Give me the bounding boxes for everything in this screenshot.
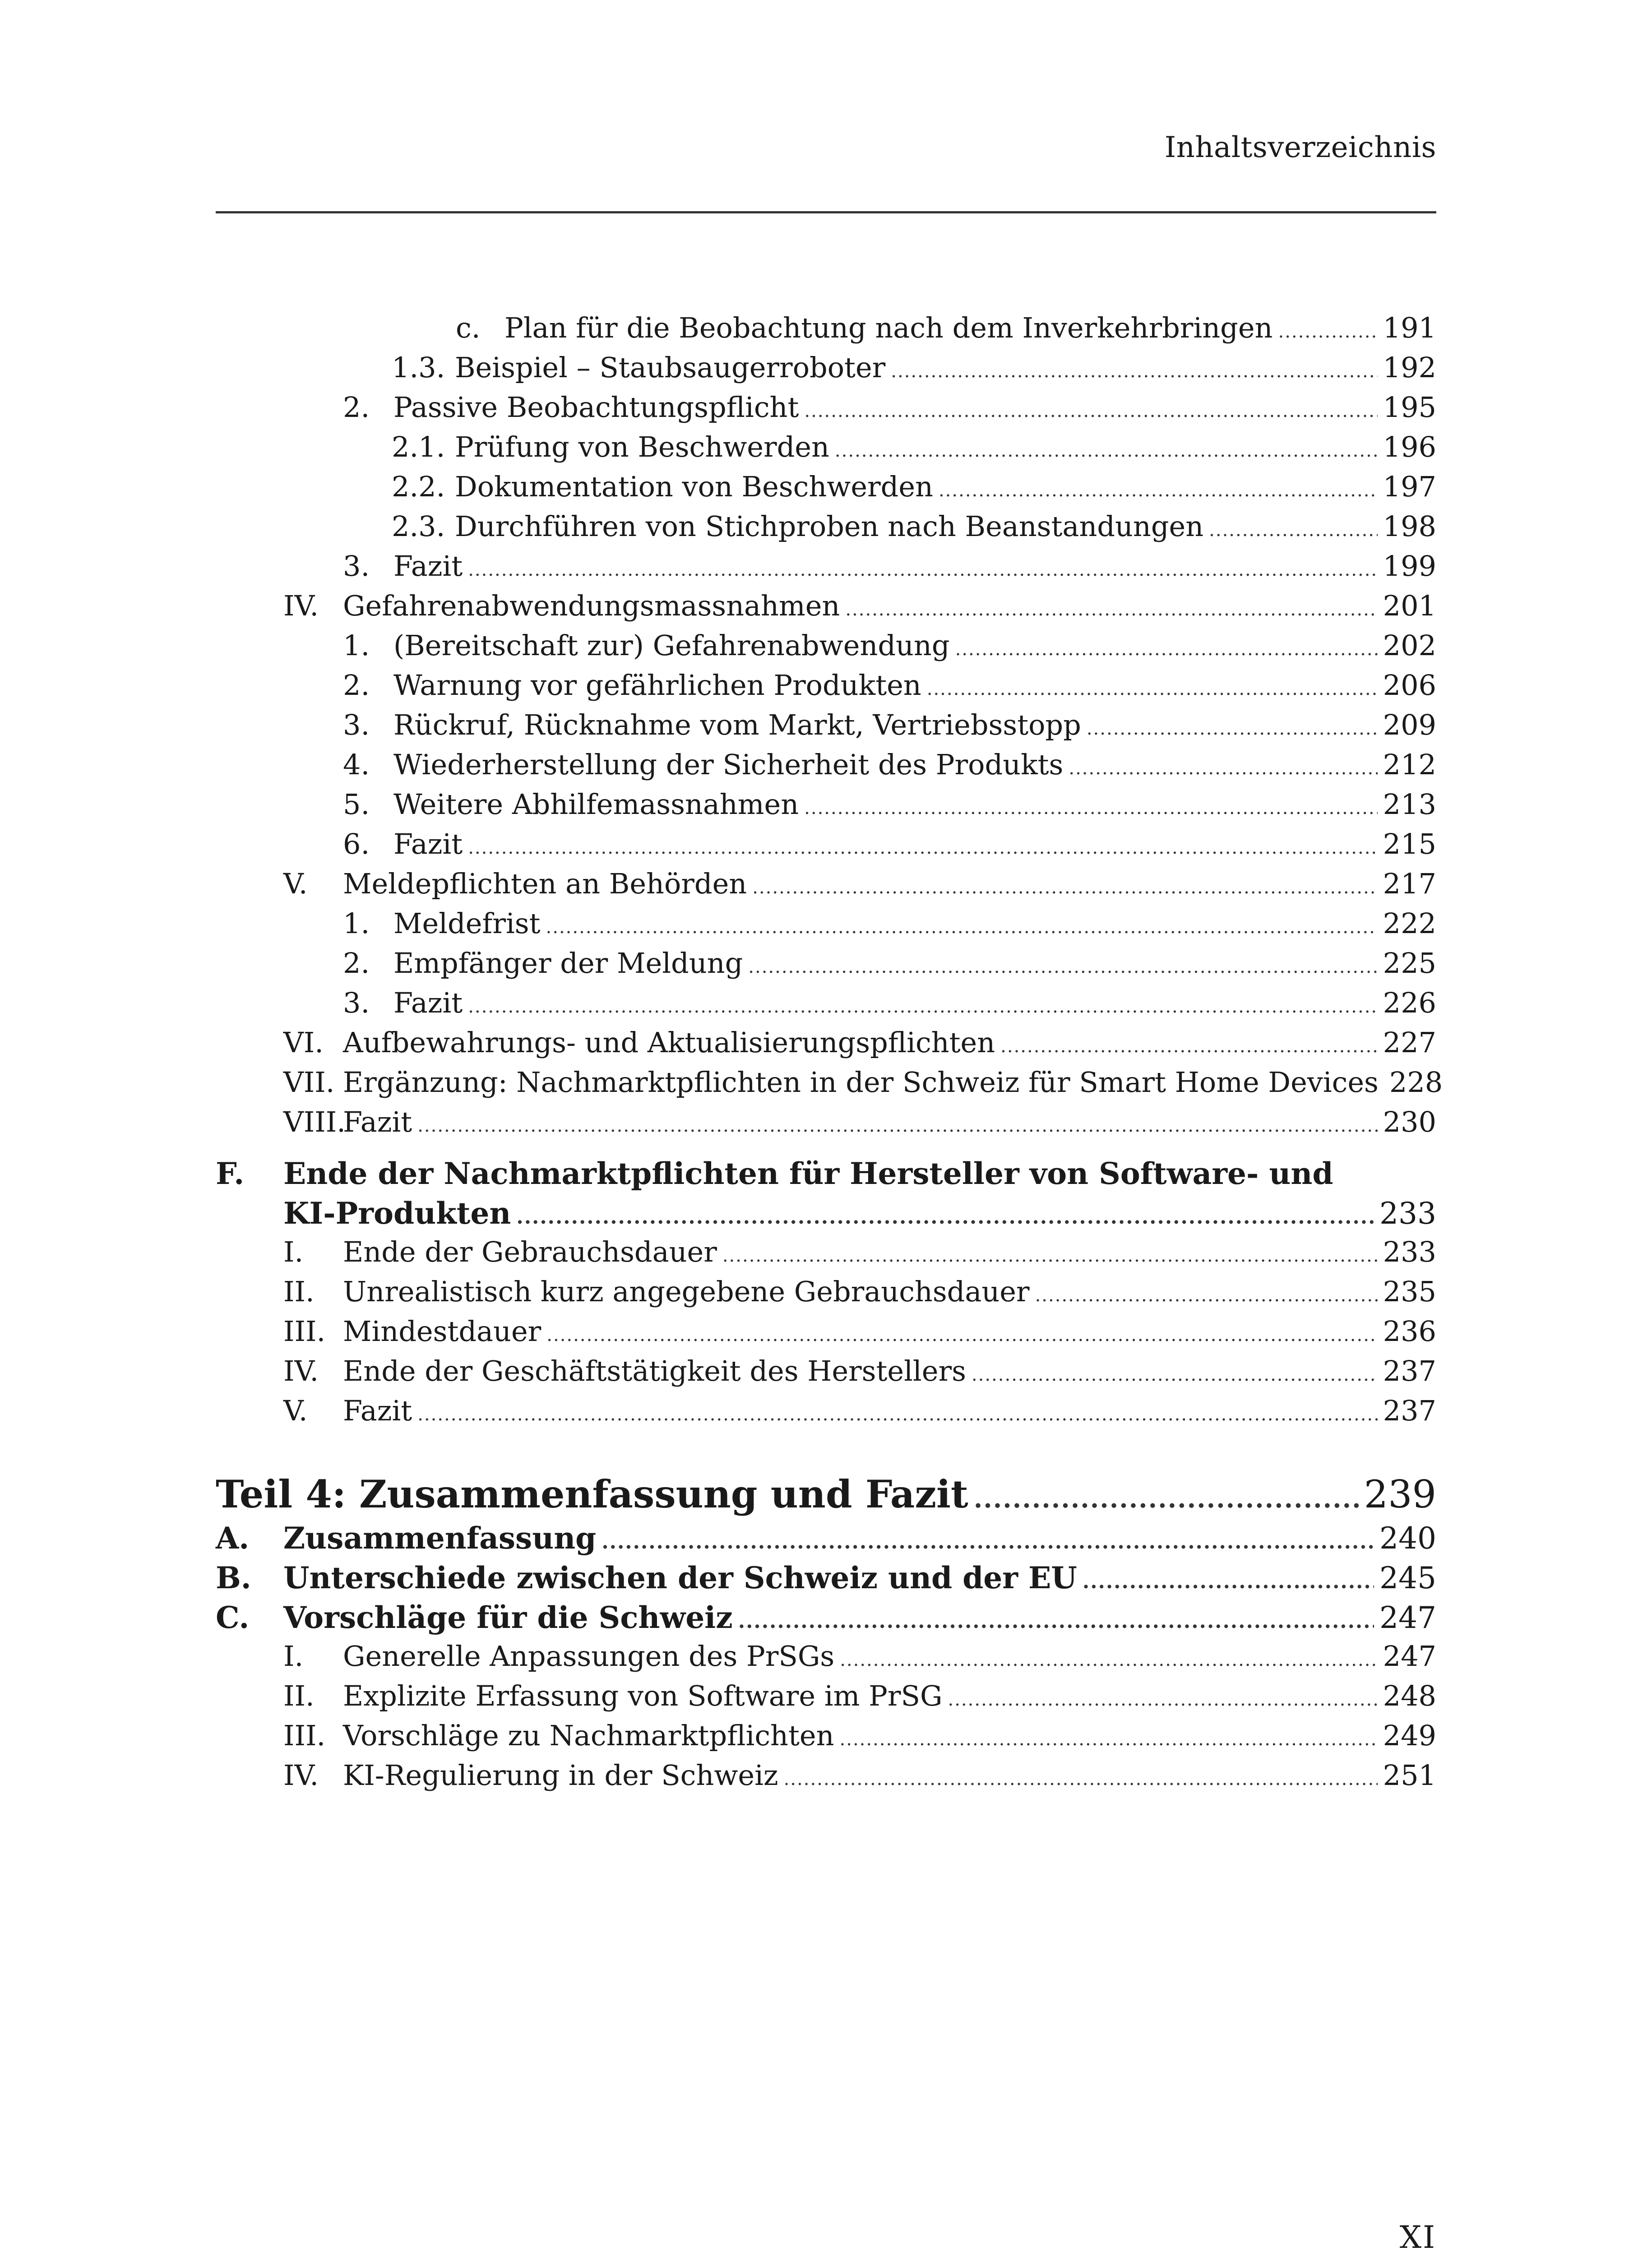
toc-page-number: 237 — [1383, 1355, 1436, 1387]
dot-leader — [546, 1324, 1377, 1346]
toc-number: IV. — [283, 1759, 319, 1792]
toc-title: Empfänger der Meldung — [393, 947, 743, 980]
toc-number: c. — [456, 311, 481, 344]
toc-page-number: 215 — [1383, 828, 1436, 860]
toc-page-number: 247 — [1379, 1600, 1436, 1635]
toc-page-number: 195 — [1383, 391, 1436, 424]
toc-title: Zusammenfassung — [283, 1521, 597, 1556]
toc-title: Unterschiede zwischen der Schweiz und der EU — [283, 1560, 1077, 1595]
toc-page-number: 239 — [1364, 1472, 1436, 1516]
toc-number: 2.3. — [392, 510, 445, 543]
toc-title: Ergänzung: Nachmarktpflichten in der Schweiz für Smart Home Devices — [343, 1066, 1379, 1099]
toc-page-number: 213 — [1383, 788, 1436, 821]
dot-leader — [417, 1404, 1377, 1425]
toc-number: II. — [283, 1275, 315, 1308]
dot-leader — [972, 1364, 1378, 1386]
toc-page-number: 227 — [1383, 1026, 1436, 1059]
dot-leader — [1000, 1036, 1378, 1057]
dot-leader — [974, 1484, 1359, 1514]
toc-number: 1.3. — [392, 351, 445, 384]
toc-page-number: 206 — [1383, 669, 1436, 702]
toc-page-number: 212 — [1383, 748, 1436, 781]
toc-title: Fazit — [393, 550, 463, 582]
toc-title: Fazit — [393, 986, 463, 1019]
toc-number: 6. — [343, 828, 370, 860]
toc-number: 3. — [343, 550, 370, 582]
toc-page-number: 237 — [1383, 1394, 1436, 1427]
toc-page-number: 209 — [1383, 708, 1436, 741]
dot-leader — [468, 559, 1377, 581]
dot-leader — [546, 916, 1378, 938]
toc-number: II. — [283, 1679, 315, 1712]
page-number: XI — [1399, 2220, 1436, 2256]
toc-title: Fazit — [393, 828, 463, 860]
toc-page-number: 226 — [1383, 986, 1436, 1019]
toc-page-number: 249 — [1383, 1719, 1436, 1752]
toc-title: Mindestdauer — [343, 1315, 541, 1348]
dot-leader — [835, 440, 1378, 462]
dot-leader — [602, 1530, 1374, 1554]
running-header-title: Inhaltsverzeichnis — [1164, 131, 1436, 164]
toc-title-continued: KI-Produkten — [283, 1196, 511, 1231]
toc-number: IV. — [283, 589, 319, 622]
toc-number: III. — [283, 1315, 326, 1348]
header-rule — [216, 211, 1436, 213]
toc-title: Plan für die Beobachtung nach dem Inverkehrbringen — [504, 311, 1273, 344]
dot-leader — [468, 837, 1377, 859]
dot-leader — [784, 1768, 1378, 1790]
toc-title: Generelle Anpassungen des PrSGs — [343, 1640, 835, 1673]
toc-title: Rückruf, Rücknahme vom Markt, Vertriebsstopp — [393, 708, 1081, 741]
toc-title: Fazit — [343, 1394, 412, 1427]
dot-leader — [1035, 1285, 1378, 1306]
toc-title: Dokumentation von Beschwerden — [455, 470, 933, 503]
toc-number: C. — [216, 1600, 250, 1635]
toc-title: Ende der Gebrauchsdauer — [343, 1235, 717, 1268]
dot-leader — [845, 599, 1377, 620]
toc-number: I. — [283, 1640, 304, 1673]
toc-number: A. — [216, 1521, 250, 1556]
toc-number: 2.2. — [392, 470, 445, 503]
toc-number: 5. — [343, 788, 370, 821]
toc-page-number: 248 — [1383, 1679, 1436, 1712]
dot-leader — [417, 1115, 1377, 1137]
toc-number: V. — [283, 867, 308, 900]
toc-page-number: 247 — [1383, 1640, 1436, 1673]
toc-title: (Bereitschaft zur) Gefahrenabwendung — [393, 629, 950, 662]
toc-number: VII. — [283, 1066, 335, 1099]
dot-leader — [1087, 718, 1378, 740]
toc-page-number: 233 — [1383, 1235, 1436, 1268]
toc-number: 2. — [343, 669, 370, 702]
toc-title: Beispiel – Staubsaugerroboter — [455, 351, 886, 384]
dot-leader — [927, 678, 1378, 700]
dot-leader — [1209, 519, 1378, 541]
toc-page-number: 240 — [1379, 1521, 1436, 1556]
dot-leader — [1083, 1570, 1374, 1594]
toc-number: 1. — [343, 907, 370, 940]
toc-number: F. — [216, 1156, 245, 1191]
toc-page-number: 245 — [1379, 1561, 1436, 1595]
toc-number: V. — [283, 1394, 308, 1427]
toc-title: Ende der Geschäftstätigkeit des Herstellers — [343, 1355, 966, 1387]
toc-title: Gefahrenabwendungsmassnahmen — [343, 589, 840, 622]
toc-number: 2. — [343, 947, 370, 980]
dot-leader — [891, 361, 1377, 382]
dot-leader — [939, 480, 1378, 501]
toc-number: 1. — [343, 629, 370, 662]
toc-number: VIII. — [283, 1105, 346, 1138]
toc-title: Ende der Nachmarktpflichten für Hersteller von Software- und — [283, 1156, 1333, 1191]
dot-leader — [804, 400, 1377, 422]
toc-number: 3. — [343, 708, 370, 741]
toc-number: I. — [283, 1235, 304, 1268]
toc-title: Durchführen von Stichproben nach Beanstandungen — [455, 510, 1204, 543]
toc-page-number: 197 — [1383, 470, 1436, 503]
toc-number: VI. — [283, 1026, 324, 1059]
dot-leader — [468, 996, 1377, 1017]
toc-page-number: 235 — [1383, 1275, 1436, 1308]
toc-number: 4. — [343, 748, 370, 781]
toc-page-number: 199 — [1383, 550, 1436, 582]
toc-number: III. — [283, 1719, 326, 1752]
toc-title: Wiederherstellung der Sicherheit des Produkts — [393, 748, 1064, 781]
toc-title: Aufbewahrungs- und Aktualisierungspflichten — [343, 1026, 995, 1059]
toc-page-number: 191 — [1383, 311, 1436, 344]
dot-leader — [1278, 321, 1378, 342]
toc-title: Vorschläge für die Schweiz — [283, 1600, 733, 1635]
toc-title: Teil 4: Zusammenfassung und Fazit — [216, 1472, 968, 1516]
dot-leader — [752, 877, 1377, 898]
toc-title: Unrealistisch kurz angegebene Gebrauchsdauer — [343, 1275, 1030, 1308]
dot-leader — [738, 1610, 1374, 1634]
toc-title: KI-Regulierung in der Schweiz — [343, 1759, 778, 1792]
toc-page-number: 225 — [1383, 947, 1436, 980]
toc-number: IV. — [283, 1355, 319, 1387]
toc-title: Vorschläge zu Nachmarktpflichten — [343, 1719, 834, 1752]
toc-page-number: 201 — [1383, 589, 1436, 622]
toc-page-number: 202 — [1383, 629, 1436, 662]
toc-title: Fazit — [343, 1105, 412, 1138]
dot-leader — [840, 1649, 1377, 1671]
dot-leader — [840, 1729, 1378, 1750]
toc-page-number: 230 — [1383, 1105, 1436, 1138]
dot-leader — [1069, 758, 1377, 779]
toc-title: Explizite Erfassung von Software im PrSG — [343, 1679, 943, 1712]
toc-title: Weitere Abhilfemassnahmen — [393, 788, 799, 821]
dot-leader — [804, 797, 1378, 819]
toc-number: B. — [216, 1560, 251, 1595]
dot-leader — [948, 1689, 1378, 1710]
toc-title: Prüfung von Beschwerden — [455, 430, 829, 463]
toc-title: Passive Beobachtungspflicht — [393, 391, 799, 424]
toc-page-number: 196 — [1383, 430, 1436, 463]
toc-page-number: 192 — [1383, 351, 1436, 384]
toc-page-number: 236 — [1383, 1315, 1436, 1348]
dot-leader — [722, 1245, 1378, 1267]
toc-page-number: 251 — [1383, 1759, 1436, 1792]
toc-title: Warnung vor gefährlichen Produkten — [393, 669, 921, 702]
toc-number: 2. — [343, 391, 370, 424]
toc-number: 3. — [343, 986, 370, 1019]
dot-leader — [955, 638, 1378, 660]
dot-leader — [516, 1206, 1374, 1230]
toc-title: Meldepflichten an Behörden — [343, 867, 747, 900]
dot-leader — [748, 956, 1377, 978]
toc-number: 2.1. — [392, 430, 445, 463]
toc-page-number: 198 — [1383, 510, 1436, 543]
toc-page-number: 222 — [1383, 907, 1436, 940]
toc-page-number: 228 — [1389, 1066, 1443, 1099]
toc-page-number: 233 — [1379, 1196, 1436, 1231]
toc-page-number: 217 — [1383, 867, 1436, 900]
toc-title: Meldefrist — [393, 907, 541, 940]
